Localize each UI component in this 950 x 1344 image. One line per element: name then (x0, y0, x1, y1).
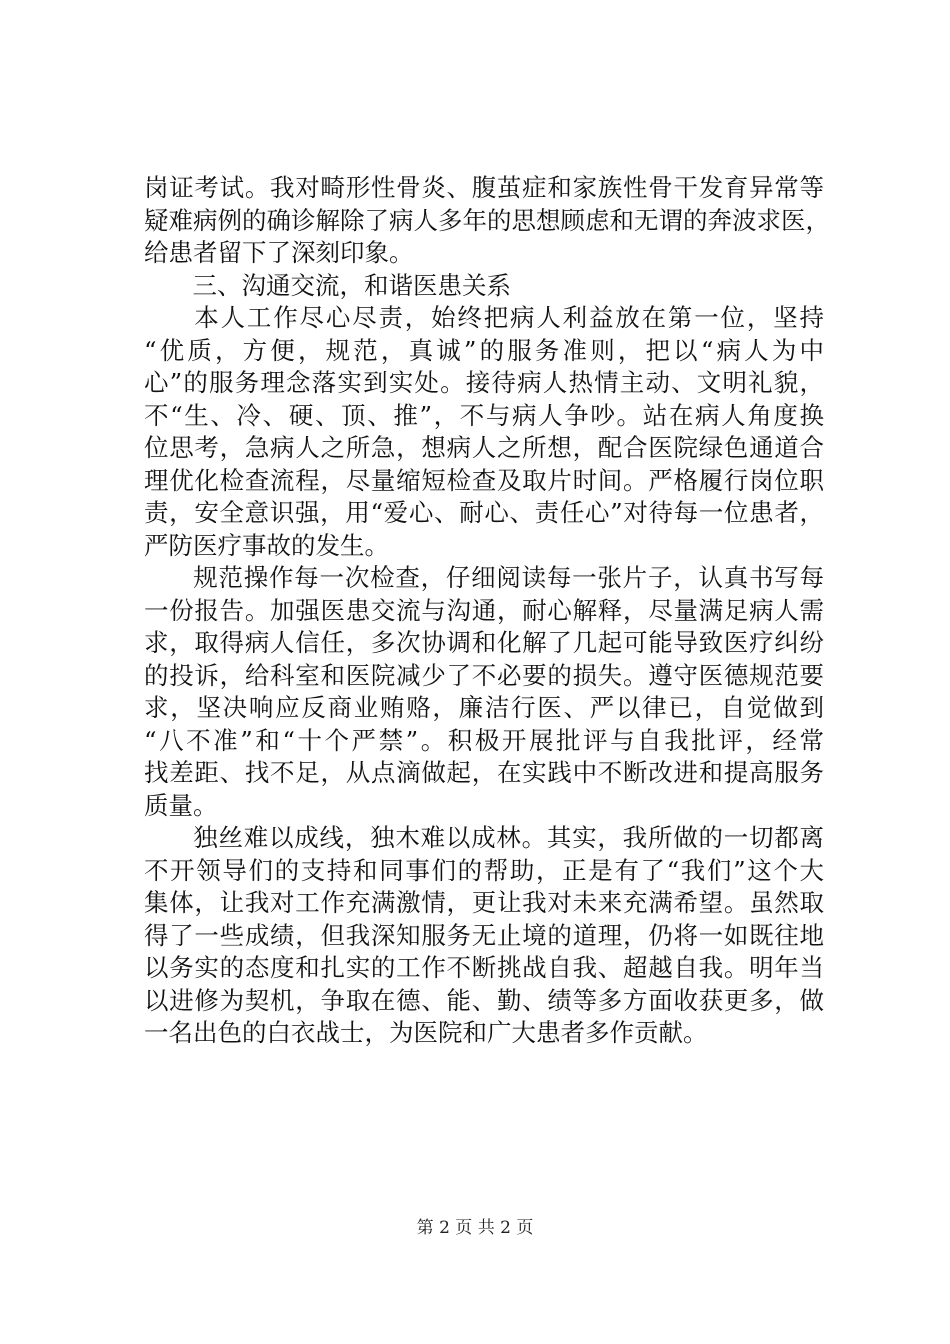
body-line: 严防医疗事故的发生。 (144, 530, 389, 560)
body-line: 规范操作每一次检查，仔细阅读每一张片子，认真书写每 (168, 563, 824, 592)
body-line: 不开领导们的支持和同事们的帮助，正是有了“我们”这个大 (144, 855, 824, 885)
page-number-label: 第 2 页 共 2 页 (416, 1218, 534, 1238)
page-footer (0, 1216, 950, 1240)
body-line: 质量。 (144, 790, 218, 820)
body-line: 集体，让我对工作充满激情，更让我对未来充满希望。虽然取 (144, 888, 824, 917)
body-line: 得了一些成绩，但我深知服务无止境的道理，仍将一如既往地 (144, 920, 824, 950)
body-line: 岗证考试。我对畸形性骨炎、腹茧症和家族性骨干发育异常等 (144, 173, 824, 202)
body-line: 以进修为契机，争取在德、能、勤、绩等多方面收获更多，做 (144, 985, 824, 1015)
section-heading: 三、沟通交流，和谐医患关系 (168, 270, 511, 300)
body-line: 理优化检查流程，尽量缩短检查及取片时间。严格履行岗位职 (144, 465, 824, 495)
body-line: 找差距、找不足，从点滴做起，在实践中不断改进和提高服务 (144, 758, 824, 787)
body-line: 心”的服务理念落实到实处。接待病人热情主动、文明礼貌， (144, 368, 824, 397)
body-line: 本人工作尽心尽责，始终把病人利益放在第一位，坚持 (168, 303, 824, 332)
body-line: 位思考，急病人之所急，想病人之所想，配合医院绿色通道合 (144, 433, 824, 462)
body-line: “八不准”和“十个严禁”。积极开展批评与自我批评，经常 (144, 725, 824, 755)
body-line: 疑难病例的确诊解除了病人多年的思想顾虑和无谓的奔波求医， (144, 205, 830, 235)
body-line: “优质，方便，规范，真诚”的服务准则，把以“病人为中 (144, 335, 824, 365)
body-line: 求，坚决响应反商业贿赂，廉洁行医、严以律已，自觉做到 (144, 693, 824, 722)
body-line: 责，安全意识强，用“爱心、耐心、责任心”对待每一位患者， (144, 498, 824, 527)
body-line: 不“生、冷、硬、顶、推”，不与病人争吵。站在病人角度换 (144, 400, 824, 430)
body-line: 给患者留下了深刻印象。 (144, 238, 414, 267)
body-line: 独丝难以成线，独木难以成林。其实，我所做的一切都离 (168, 823, 824, 852)
document-body (144, 172, 830, 1050)
body-line: 求，取得病人信任，多次协调和化解了几起可能导致医疗纠纷 (144, 628, 824, 657)
body-line: 的投诉，给科室和医院减少了不必要的损失。遵守医德规范要 (144, 660, 824, 690)
body-line: 一份报告。加强医患交流与沟通，耐心解释，尽量满足病人需 (144, 595, 824, 625)
body-line: 一名出色的白衣战士，为医院和广大患者多作贡献。 (144, 1018, 708, 1047)
body-line: 以务实的态度和扎实的工作不断挑战自我、超越自我。明年当 (144, 953, 824, 982)
